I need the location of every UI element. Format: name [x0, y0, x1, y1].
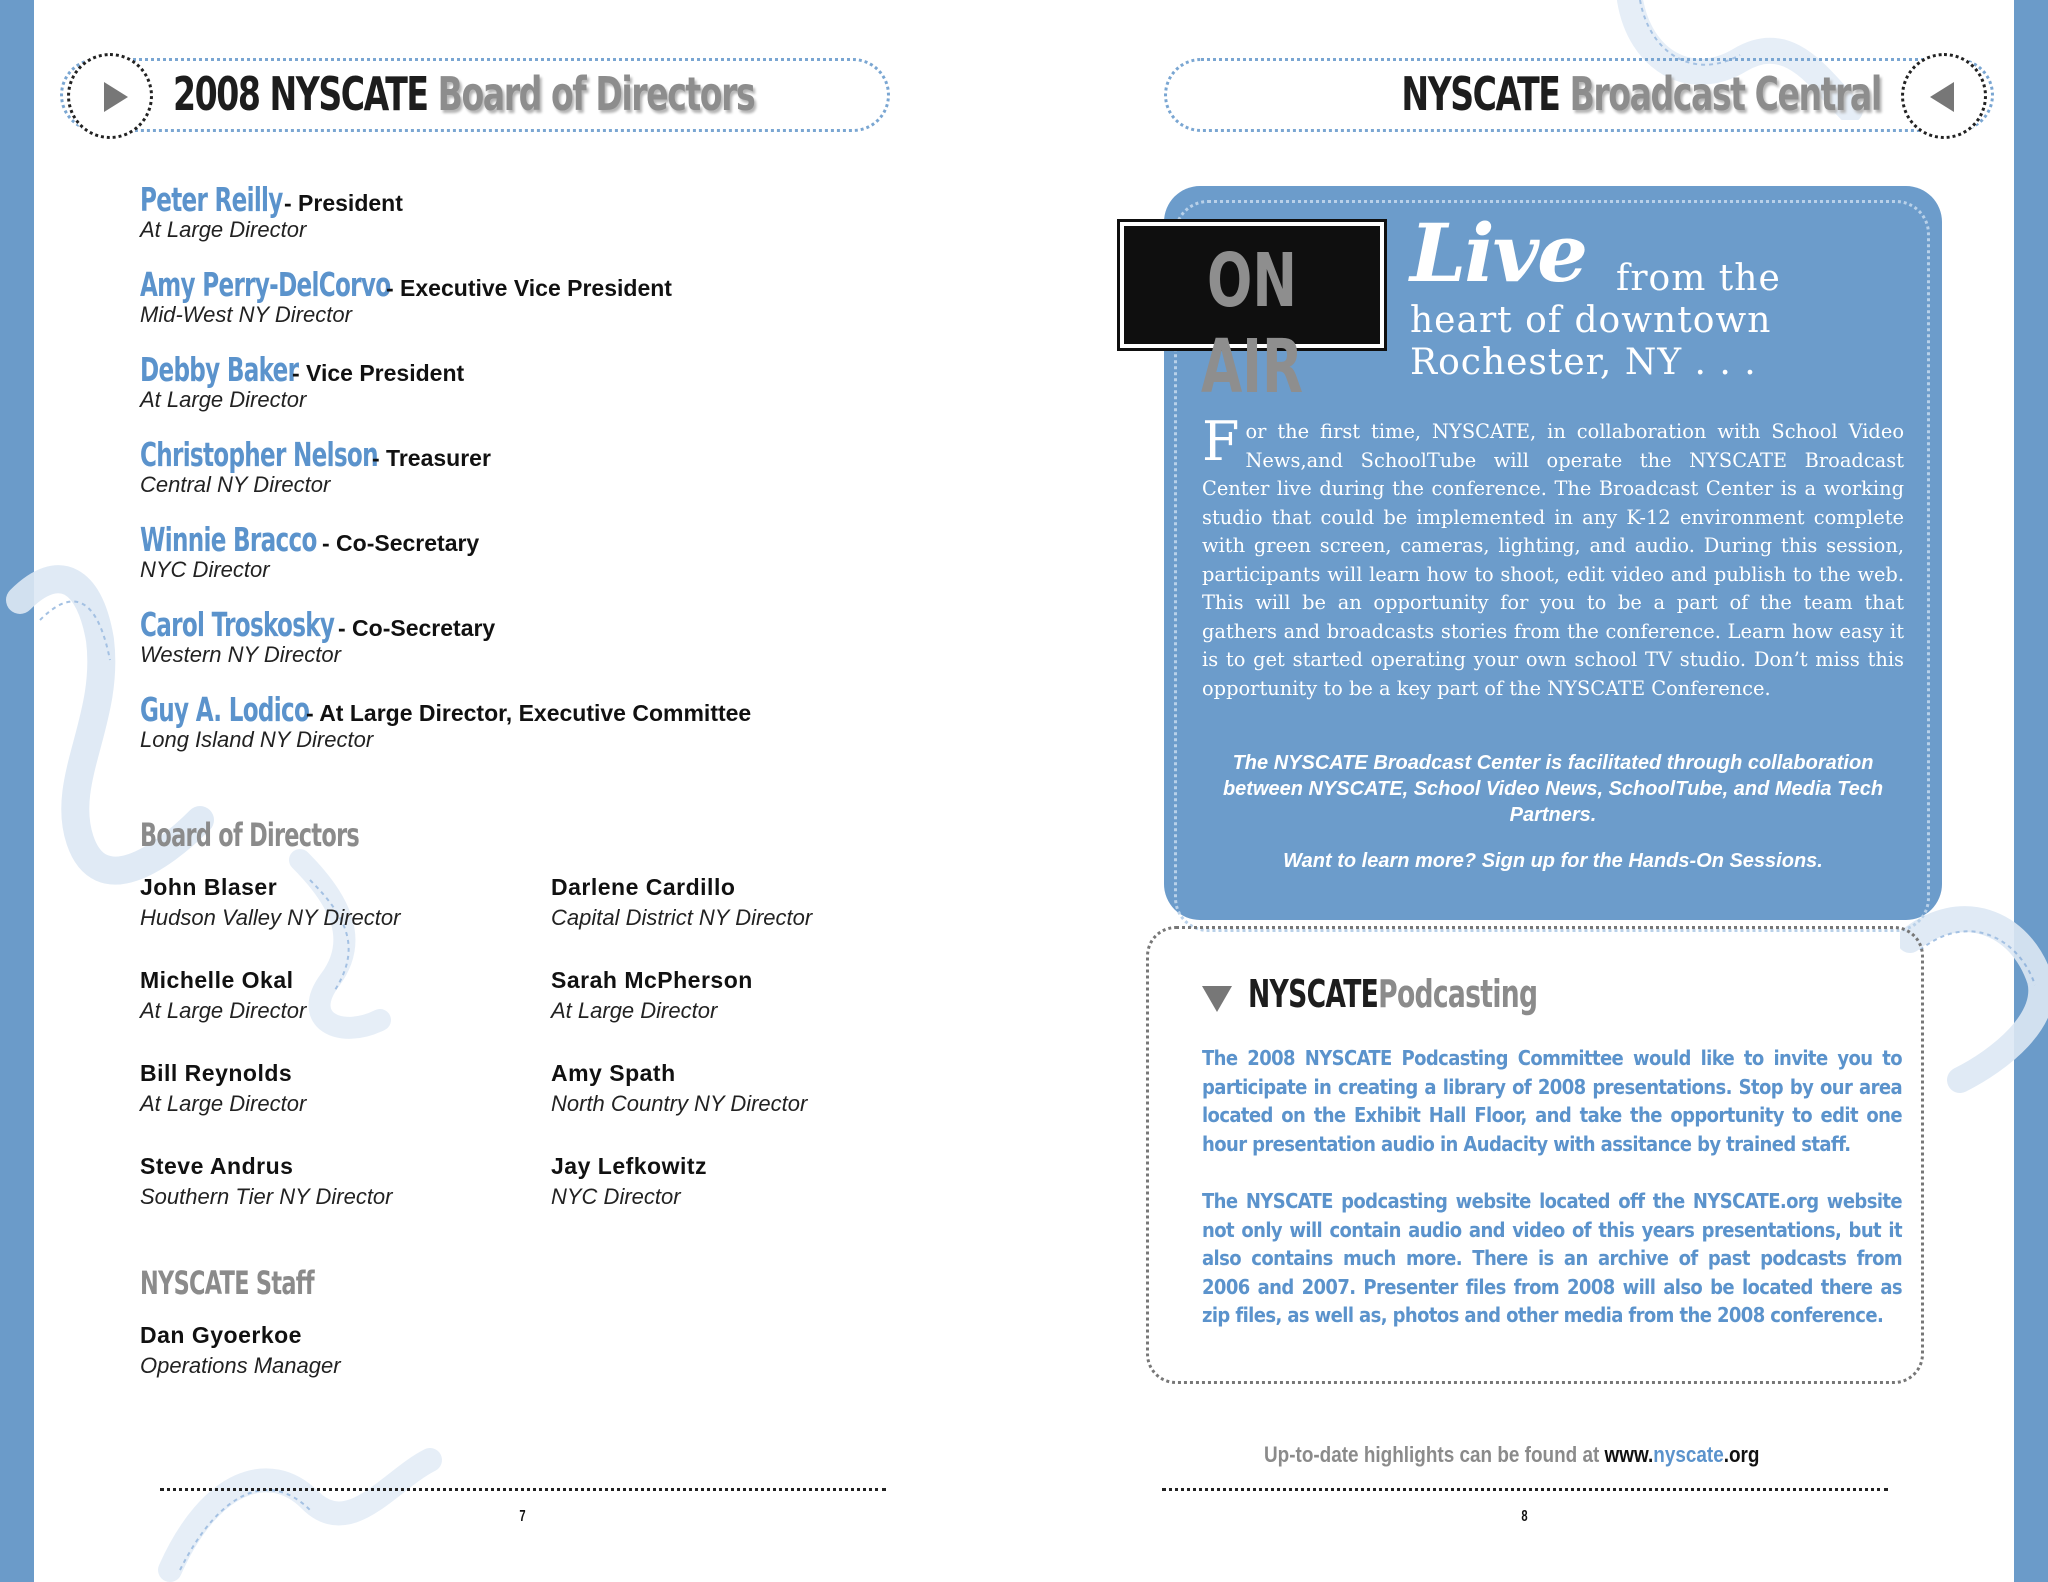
podcasting-paragraph-2: The NYSCATE podcasting website located off the NYSCATE.org website not only will contain audio and video of this years presentations, but it also contains much more. There is an archive of past podcasts from 2006 and 2007. Presenter files from 2008 will also be located there as zip files, as well as, photos and other media from the 2008 conference.: [1202, 1189, 1902, 1327]
board-member: [551, 1153, 707, 1210]
member-region: North Country NY Director: [551, 1091, 808, 1116]
member-region: Southern Tier NY Director: [140, 1184, 393, 1209]
body-paragraph: or the first time, NYSCATE, in collaboration with School Video News,and SchoolTube will operate the NYSCATE Broadcast Center live during the conference. The Broadcast Center is a working studio that could be implemented in any K-12 environment complete with green screen, cameras, lighting, and audio. During this session, participants will learn how to shoot, edit video and publish to the web. This will be an opportunity for you to be a part of the team that gathers and broadcasts stories from the conference. Learn how easy it is to get started operating your own school TV studio. Don’t miss this opportunity to be a key part of the NYSCATE Conference.: [1202, 420, 1904, 700]
member-name: Amy Spath: [551, 1060, 676, 1086]
officer-entry: [140, 265, 672, 328]
staff-member: [140, 1322, 341, 1379]
officer-role: - President: [284, 190, 403, 216]
officer-role: - Vice President: [292, 360, 465, 386]
member-region: Capital District NY Director: [551, 905, 813, 930]
on-air-text: ON AIR: [1200, 238, 1304, 410]
officer-entry: [140, 435, 491, 498]
left-header-pill: [60, 58, 890, 132]
board-member: [551, 967, 753, 1024]
officer-role: - Treasurer: [372, 445, 491, 471]
officer-name: Guy A. Lodico: [140, 690, 310, 729]
member-name: John Blaser: [140, 874, 278, 900]
officer-role: - Co-Secretary: [322, 530, 480, 556]
member-name: Jay Lefkowitz: [551, 1153, 708, 1179]
drop-cap: F: [1202, 410, 1240, 473]
live-word: Live: [1410, 206, 1587, 300]
facilitated-note: The NYSCATE Broadcast Center is facilitated through collaboration between NYSCATE, School Video News, SchoolTube, and Media Tech Partners.: [1222, 752, 1884, 826]
left-page-title: 2008 NYSCATE Board of Directors: [173, 67, 755, 121]
officer-name: Amy Perry-DelCorvo: [140, 265, 391, 304]
member-name: Dan Gyoerkoe: [140, 1322, 302, 1348]
officer-entry: [140, 520, 480, 583]
board-member: [551, 874, 812, 931]
board-member: [140, 967, 306, 1024]
officer-name: Carol Troskosky: [140, 605, 335, 644]
member-name: Steve Andrus: [140, 1153, 294, 1179]
left-footer-rule: [160, 1488, 886, 1491]
member-region: At Large Director: [551, 998, 718, 1023]
play-right-icon: [104, 82, 128, 112]
officer-role: - Executive Vice President: [386, 275, 672, 301]
right-page-number: 8: [1521, 1508, 1528, 1525]
right-edge-band: [2014, 0, 2048, 1582]
right-page-title: NYSCATE Broadcast Central: [1401, 67, 1881, 121]
website-link[interactable]: www.nyscate.org: [1604, 1442, 1760, 1467]
podcasting-paragraph-1: The 2008 NYSCATE Podcasting Committee would like to invite you to participate in creating a library of 2008 presentations. Stop by our area located on the Exhibit Hall Floor, and take the opportunity to edit one hour presentation audio in Audacity with assitance by trained staff.: [1202, 1046, 1902, 1156]
play-left-icon: [1930, 82, 1954, 112]
officer-entry: [140, 350, 465, 413]
board-heading: Board of Directors: [140, 816, 360, 854]
member-region: At Large Director: [140, 998, 307, 1023]
officer-region: Central NY Director: [140, 472, 331, 497]
officer-region: At Large Director: [140, 217, 307, 242]
officer-name: Peter Reilly: [140, 180, 283, 219]
right-page: [1024, 0, 2014, 1582]
board-member: [551, 1060, 807, 1117]
officer-name: Winnie Bracco: [140, 520, 317, 559]
member-region: NYC Director: [551, 1184, 681, 1209]
board-member: [140, 874, 400, 931]
live-line-2: heart of downtown: [1410, 300, 1772, 341]
live-line-1: from the: [1616, 258, 1781, 299]
triangle-down-icon: [1202, 986, 1232, 1012]
on-air-sign: [1120, 222, 1384, 410]
officer-role: - At Large Director, Executive Committee: [306, 700, 752, 726]
officer-region: Western NY Director: [140, 642, 341, 667]
member-name: Darlene Cardillo: [551, 874, 736, 900]
officer-name: Debby Baker: [140, 350, 299, 389]
member-name: Michelle Okal: [140, 967, 294, 993]
staff-heading: NYSCATE Staff: [140, 1264, 314, 1302]
broadcast-body-text: [1202, 410, 1904, 703]
board-member: [140, 1060, 306, 1117]
member-name: Bill Reynolds: [140, 1060, 293, 1086]
officer-region: At Large Director: [140, 387, 307, 412]
left-page: [34, 0, 1024, 1582]
officer-entry: [140, 180, 403, 243]
learn-more-note: Want to learn more? Sign up for the Hands-On Sessions.: [1283, 850, 1823, 872]
member-region: Operations Manager: [140, 1353, 341, 1378]
podcasting-title: NYSCATEPodcasting: [1248, 972, 1538, 1016]
board-member: [140, 1153, 393, 1210]
officer-role: - Co-Secretary: [338, 615, 496, 641]
live-line-3: Rochester, NY . . .: [1410, 342, 1757, 383]
member-region: Hudson Valley NY Director: [140, 905, 401, 930]
updates-line: Up-to-date highlights can be found at www.nyscate.org: [1264, 1442, 1760, 1467]
right-footer-rule: [1162, 1488, 1888, 1491]
left-header-circle: [67, 53, 153, 139]
right-header-circle: [1901, 53, 1987, 139]
right-header-pill: [1164, 58, 1994, 132]
officer-region: NYC Director: [140, 557, 270, 582]
officer-name: Christopher Nelson: [140, 435, 378, 474]
officer-region: Mid-West NY Director: [140, 302, 352, 327]
officer-entry: [140, 605, 496, 668]
left-page-number: 7: [519, 1508, 526, 1525]
member-region: At Large Director: [140, 1091, 307, 1116]
officer-entry: [140, 690, 752, 753]
member-name: Sarah McPherson: [551, 967, 753, 993]
officer-region: Long Island NY Director: [140, 727, 374, 752]
